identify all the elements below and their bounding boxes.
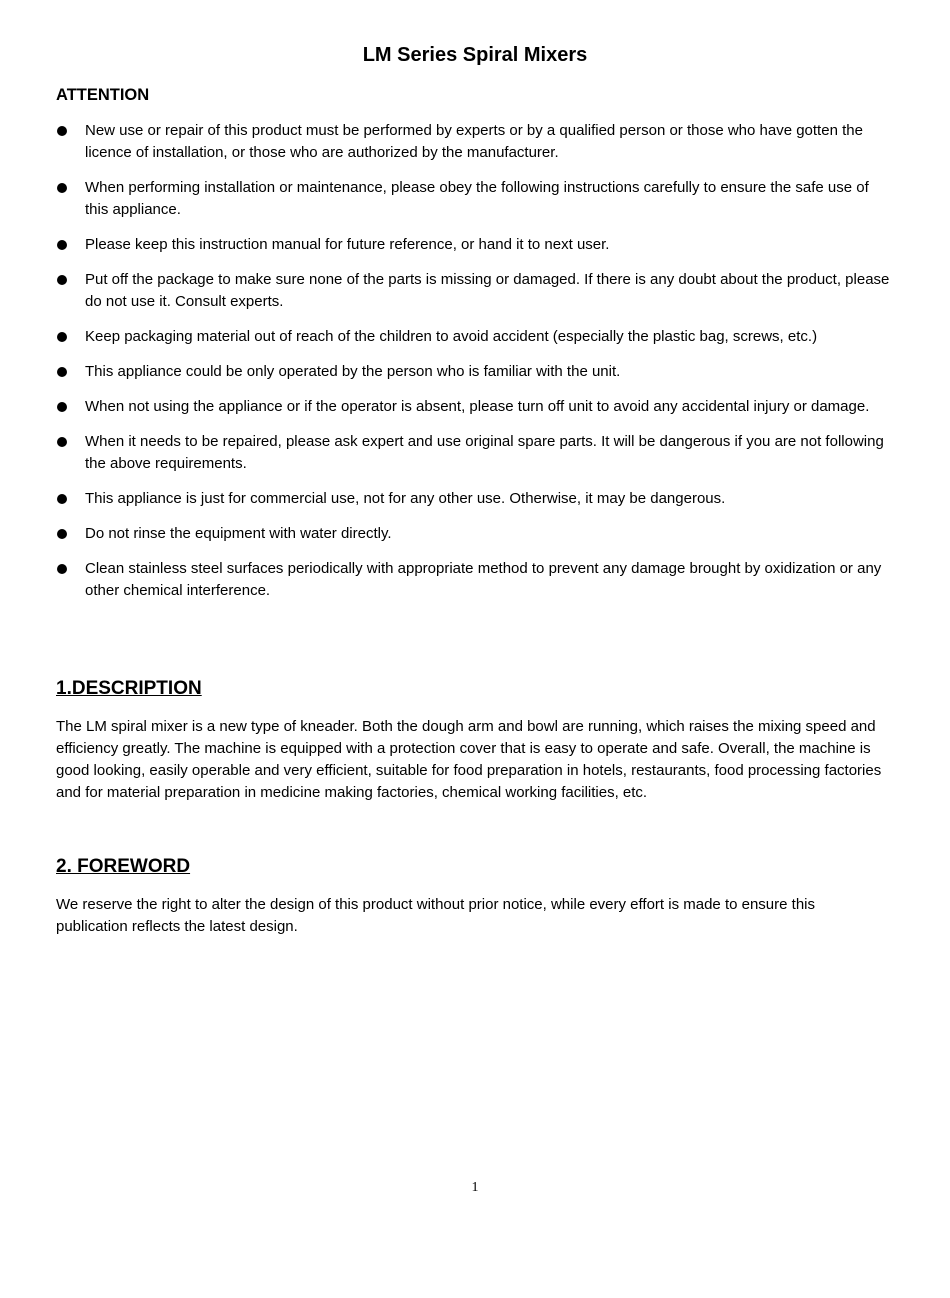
bullet-icon [57, 437, 67, 447]
list-item [56, 177, 896, 221]
list-item [56, 488, 896, 510]
foreword-text: We reserve the right to alter the design of this product without prior notice, while every effort is made to ensure this publication reflects the latest design. [56, 896, 815, 935]
page-number: 1 [471, 1180, 479, 1195]
list-item-text: Put off the package to make sure none of the parts is missing or damaged. If there is any doubt about the product, please do not use it. Consult experts. [85, 271, 890, 310]
list-item [56, 234, 896, 256]
bullet-icon [57, 564, 67, 574]
bullet-icon [57, 332, 67, 342]
attention-list [56, 120, 896, 615]
list-item [56, 558, 896, 602]
list-item [56, 120, 896, 164]
list-item-text: When performing installation or maintenance, please obey the following instructions carefully to ensure the safe use of this appliance. [85, 179, 869, 218]
description-heading: 1.DESCRIPTION [56, 678, 202, 699]
list-item [56, 361, 896, 383]
list-item [56, 523, 896, 545]
bullet-icon [57, 529, 67, 539]
description-text: The LM spiral mixer is a new type of kneader. Both the dough arm and bowl are running, which raises the mixing speed and efficiency greatly. The machine is equipped with a protection cover that is easy to operate and safe. Overall, the machine is good looking, easily operable and very efficient, suitable for food preparation in hotels, restaurants, food processing factories and for material preparation in medicine making factories, chemical working facilities, etc. [56, 718, 882, 801]
list-item-text: This appliance is just for commercial use, not for any other use. Otherwise, it may be dangerous. [85, 490, 726, 507]
bullet-icon [57, 494, 67, 504]
bullet-icon [57, 183, 67, 193]
list-item-text: When it needs to be repaired, please ask expert and use original spare parts. It will be dangerous if you are not following the above requirements. [85, 433, 884, 472]
list-item [56, 396, 896, 418]
list-item-text: Keep packaging material out of reach of the children to avoid accident (especially the plastic bag, screws, etc.) [85, 328, 818, 345]
list-item-text: Clean stainless steel surfaces periodically with appropriate method to prevent any damage brought by oxidization or any other chemical interference. [85, 560, 882, 599]
document-title: LM Series Spiral Mixers [362, 44, 588, 66]
list-item-text: This appliance could be only operated by the person who is familiar with the unit. [85, 363, 621, 380]
list-item-text: Please keep this instruction manual for future reference, or hand it to next user. [85, 236, 610, 253]
bullet-icon [57, 367, 67, 377]
bullet-icon [57, 402, 67, 412]
list-item-text: Do not rinse the equipment with water directly. [85, 525, 392, 542]
list-item [56, 431, 896, 475]
list-item-text: New use or repair of this product must be performed by experts or by a qualified person or those who have gotten the licence of installation, or those who are authorized by the manufacturer. [85, 122, 863, 161]
bullet-icon [57, 275, 67, 285]
bullet-icon [57, 126, 67, 136]
bullet-icon [57, 240, 67, 250]
list-item [56, 269, 896, 313]
attention-heading: ATTENTION [56, 86, 150, 104]
foreword-heading: 2. FOREWORD [56, 856, 191, 877]
list-item-text: When not using the appliance or if the operator is absent, please turn off unit to avoid any accidental injury or damage. [85, 398, 870, 415]
list-item [56, 326, 896, 348]
